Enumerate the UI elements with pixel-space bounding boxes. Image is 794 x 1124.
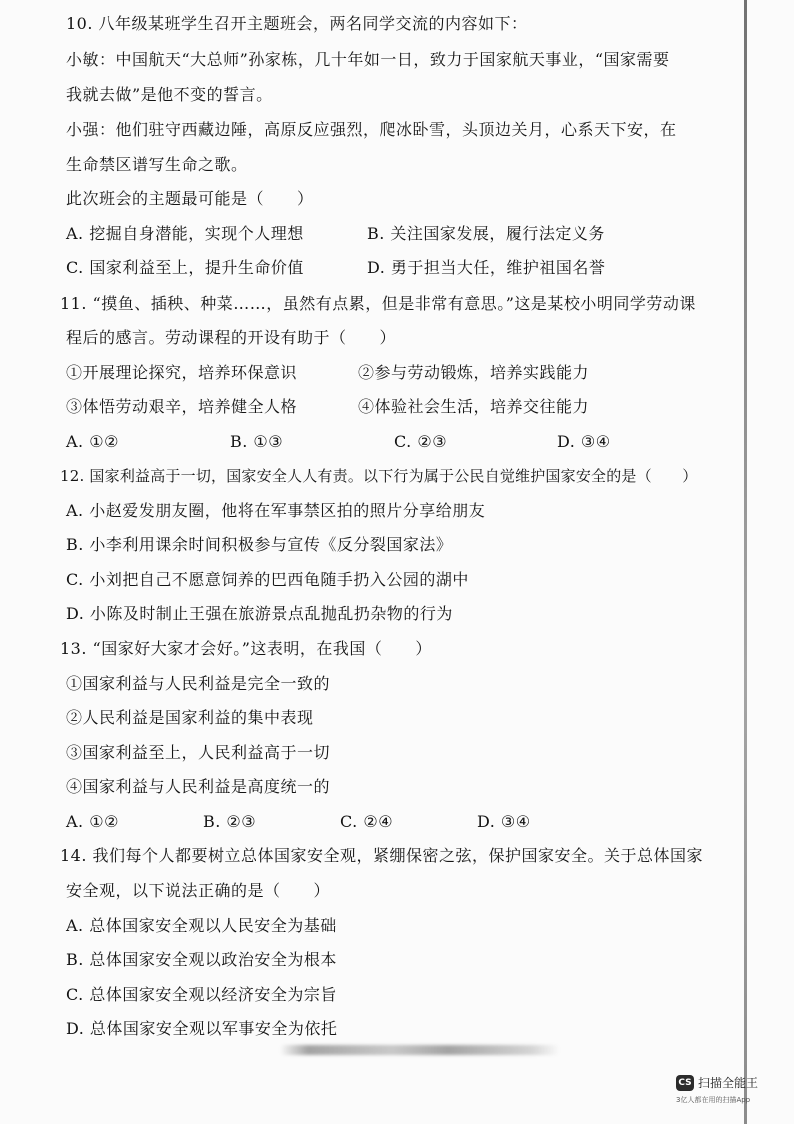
q12-option-d: D. 小陈及时制止王强在旅游景点乱抛乱扔杂物的行为: [66, 604, 453, 623]
q11-statement-1: ①开展理论探究，培养环保意识: [66, 363, 298, 382]
q12-option-a: A. 小赵爱发朋友圈，他将在军事禁区拍的照片分享给朋友: [66, 501, 486, 520]
q13-option-d: D. ③④: [477, 812, 531, 831]
q13-option-a: A. ①②: [66, 812, 119, 831]
camscanner-logo-icon: CS: [676, 1075, 694, 1091]
q10-option-b: B. 关注国家发展，履行法定义务: [367, 224, 605, 243]
q11-option-a: A. ①②: [66, 432, 119, 451]
q10-stem-line-1: 10. 八年级某班学生召开主题班会，两名同学交流的内容如下：: [66, 14, 528, 33]
q14-stem-line-2: 安全观，以下说法正确的是（ ）: [66, 881, 331, 900]
watermark-app-name: 扫描全能王: [698, 1076, 759, 1090]
q11-option-b: B. ①③: [230, 432, 284, 451]
scan-edge-line: [744, 0, 747, 1124]
q10-stem-line-3: 我就去做”是他不变的誓言。: [66, 85, 273, 104]
watermark-tagline: 3亿人都在用的扫描App: [676, 1096, 751, 1104]
q14-option-a: A. 总体国家安全观以人民安全为基础: [66, 916, 337, 935]
q11-statement-2: ②参与劳动锻炼，培养实践能力: [358, 363, 590, 382]
q14-option-b: B. 总体国家安全观以政治安全为根本: [66, 950, 337, 969]
q10-stem-line-5: 生命禁区谱写生命之歌。: [66, 155, 248, 174]
q11-stem-line-2: 程后的感言。劳动课程的开设有助于（ ）: [66, 328, 397, 347]
q10-option-c: C. 国家利益至上，提升生命价值: [66, 258, 304, 277]
q13-stem: 13. “国家好大家才会好。”这表明，在我国（ ）: [60, 639, 432, 658]
illegible-footer: [280, 1045, 560, 1055]
q11-option-c: C. ②③: [394, 432, 448, 451]
q12-option-b: B. 小李利用课余时间积极参与宣传《反分裂国家法》: [66, 535, 453, 554]
q11-stem-line-1: 11. “摸鱼、插秧、种菜……，虽然有点累，但是非常有意思。”这是某校小明同学劳动课: [60, 294, 696, 313]
q13-statement-4: ④国家利益与人民利益是高度统一的: [66, 777, 331, 796]
q13-option-b: B. ②③: [203, 812, 257, 831]
q11-statement-3: ③体悟劳动艰辛，培养健全人格: [66, 397, 298, 416]
q13-statement-3: ③国家利益至上，人民利益高于一切: [66, 743, 331, 762]
q13-option-c: C. ②④: [340, 812, 394, 831]
q12-stem: 12. 国家利益高于一切，国家安全人人有责。以下行为属于公民自觉维护国家安全的是（ ）: [60, 467, 698, 485]
q13-statement-2: ②人民利益是国家利益的集中表现: [66, 708, 314, 727]
q14-option-c: C. 总体国家安全观以经济安全为宗旨: [66, 985, 337, 1004]
q11-statement-4: ④体验社会生活，培养交往能力: [358, 397, 590, 416]
q12-option-c: C. 小刘把自己不愿意饲养的巴西龟随手扔入公园的湖中: [66, 570, 469, 589]
q14-stem-line-1: 14. 我们每个人都要树立总体国家安全观，紧绷保密之弦，保护国家安全。关于总体国家: [60, 846, 704, 865]
q10-option-d: D. 勇于担当大任，维护祖国名誉: [367, 258, 606, 277]
q13-statement-1: ①国家利益与人民利益是完全一致的: [66, 674, 331, 693]
q10-question: 此次班会的主题最可能是（ ）: [66, 189, 314, 208]
q11-option-d: D. ③④: [557, 432, 611, 451]
scanner-watermark: [676, 1074, 786, 1114]
q10-stem-line-4: 小强：他们驻守西藏边陲，高原反应强烈，爬冰卧雪，头顶边关月，心系天下安，在: [66, 120, 677, 139]
q14-option-d: D. 总体国家安全观以军事安全为依托: [66, 1019, 338, 1038]
q10-option-a: A. 挖掘自身潜能，实现个人理想: [66, 224, 304, 243]
q10-stem-line-2: 小敏：中国航天“大总师”孙家栋，几十年如一日，致力于国家航天事业，“国家需要: [66, 50, 670, 69]
